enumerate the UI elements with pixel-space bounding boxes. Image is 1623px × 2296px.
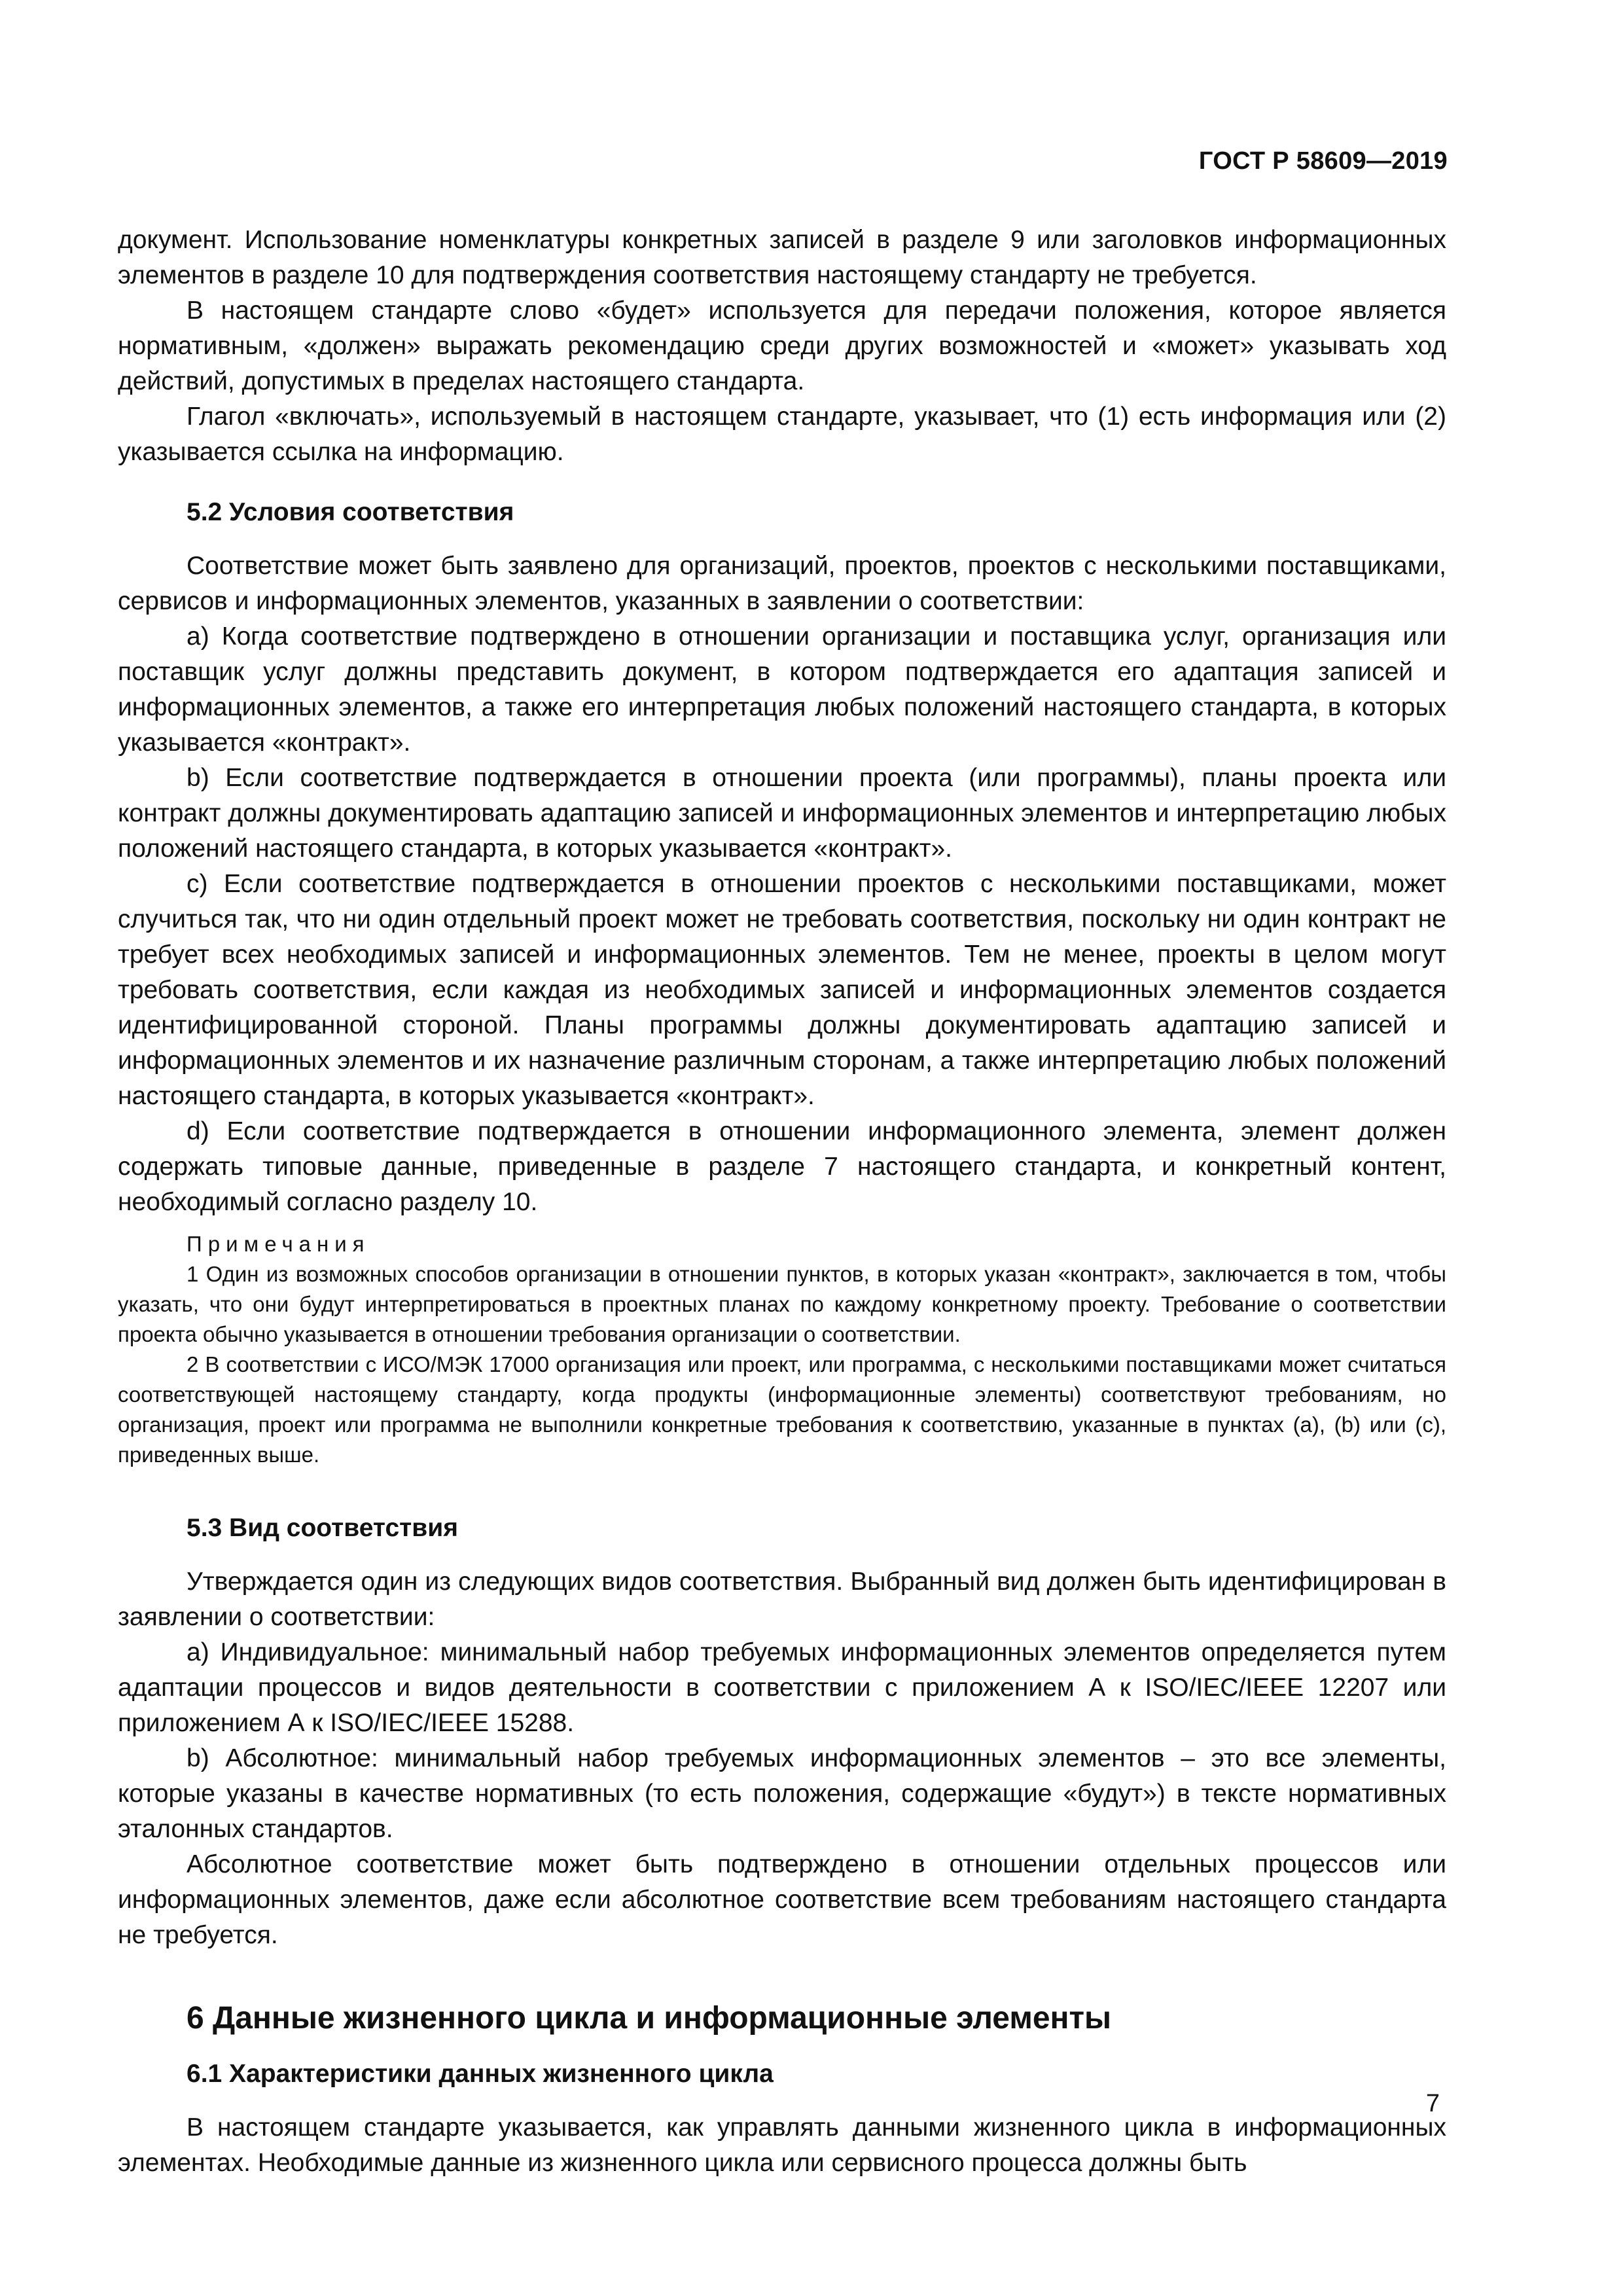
- document-code-header: ГОСТ Р 58609—2019: [1198, 147, 1448, 175]
- section-5-3-intro: Утверждается один из следующих видов соответствия. Выбранный вид должен быть идентифицирован в заявлении о соответствии:: [118, 1568, 1446, 1631]
- section-5-3-item-b: b) Абсолютное: минимальный набор требуемых информационных элементов – это все элементы, которые указаны в качестве нормативных (то есть положения, содержащие «будут») в тексте нормативных эталонных стандартов.: [118, 1744, 1446, 1843]
- section-5-2-heading: 5.2 Условия соответствия: [187, 498, 514, 526]
- notes-heading: Примечания: [187, 1232, 370, 1256]
- intro-paragraph-1: документ. Использование номенклатуры конкретных записей в разделе 9 или заголовков информационных элементов в разделе 10 для подтверждения соответствия настоящему стандарту не требуется.: [118, 226, 1446, 289]
- section-5-2-item-c: с) Если соответствие подтверждается в отношении проектов с несколькими поставщиками, может случиться так, что ни один отдельный проект может не требовать соответствия, поскольку ни один контракт не требует всех необходимых записей и информационных элементов. Тем не менее, проекты в целом могут требовать соответствия, если каждая из необходимых записей и информационных элементов создается идентифицированной стороной. Планы программы должны документировать адаптацию записей и информационных элементов и их назначение различным сторонам, а также интерпретацию любых положений настоящего стандарта, в которых указывается «контракт».: [118, 870, 1446, 1110]
- section-5-2-item-b: b) Если соответствие подтверждается в отношении проекта (или программы), планы проекта или контракт должны документировать адаптацию записей и информационных элементов и интерпретацию любых положений настоящего стандарта, в которых указывается «контракт».: [118, 764, 1446, 863]
- page-number: 7: [1425, 2090, 1440, 2117]
- note-1: 1 Один из возможных способов организации в отношении пунктов, в которых указан «контракт», заключается в том, чтобы указать, что они будут интерпретироваться в проектных планах по каждому конкретному проекту. Требование о соответствии проекта обычно указывается в отношении требования организации о соответствии.: [118, 1262, 1446, 1346]
- section-5-2-item-d: d) Если соответствие подтверждается в отношении информационного элемента, элемент должен содержать типовые данные, приведенные в разделе 7 настоящего стандарта, и конкретный контент, необходимый согласно разделу 10.: [118, 1117, 1446, 1216]
- section-6-1-paragraph: В настоящем стандарте указывается, как управлять данными жизненного цикла в информационных элементах. Необходимые данные из жизненного цикла или сервисного процесса должны быть: [118, 2113, 1446, 2177]
- section-6-heading: 6 Данные жизненного цикла и информационные элементы: [187, 2001, 1112, 2036]
- section-5-3-paragraph: Абсолютное соответствие может быть подтверждено в отношении отдельных процессов или информационных элементов, даже если абсолютное соответствие всем требованиям настоящего стандарта не требуется.: [118, 1850, 1446, 1949]
- intro-paragraph-2: В настоящем стандарте слово «будет» используется для передачи положения, которое является нормативным, «должен» выражать рекомендацию среди других возможностей и «может» указывать ход действий, допустимых в пределах настоящего стандарта.: [118, 296, 1446, 395]
- section-5-3-item-a: а) Индивидуальное: минимальный набор требуемых информационных элементов определяется путем адаптации процессов и видов деятельности в соответствии с приложением А к ISO/IEC/IEEE 12207 или приложением А к ISO/IEC/IEEE 15288.: [118, 1638, 1446, 1737]
- section-6-1-heading: 6.1 Характеристики данных жизненного цикла: [187, 2060, 774, 2088]
- note-2: 2 В соответствии с ИСО/МЭК 17000 организация или проект, или программа, с несколькими поставщиками может считаться соответствующей настоящему стандарту, когда продукты (информационные элементы) соответствуют требованиям, но организация, проект или программа не выполнили конкретные требования к соответствию, указанные в пунктах (а), (b) или (с), приведенных выше.: [118, 1352, 1446, 1467]
- section-5-3-heading: 5.3 Вид соответствия: [187, 1514, 458, 1542]
- intro-paragraph-3: Глагол «включать», используемый в настоящем стандарте, указывает, что (1) есть информация или (2) указывается ссылка на информацию.: [118, 403, 1446, 466]
- page-body: [118, 223, 1446, 2181]
- section-5-2-intro: Соответствие может быть заявлено для организаций, проектов, проектов с несколькими поставщиками, сервисов и информационных элементов, указанных в заявлении о соответствии:: [118, 552, 1446, 615]
- section-5-2-item-a: а) Когда соответствие подтверждено в отношении организации и поставщика услуг, организация или поставщик услуг должны представить документ, в котором подтверждается его адаптация записей и информационных элементов, а также его интерпретация любых положений настоящего стандарта, в которых указывается «контракт».: [118, 622, 1446, 757]
